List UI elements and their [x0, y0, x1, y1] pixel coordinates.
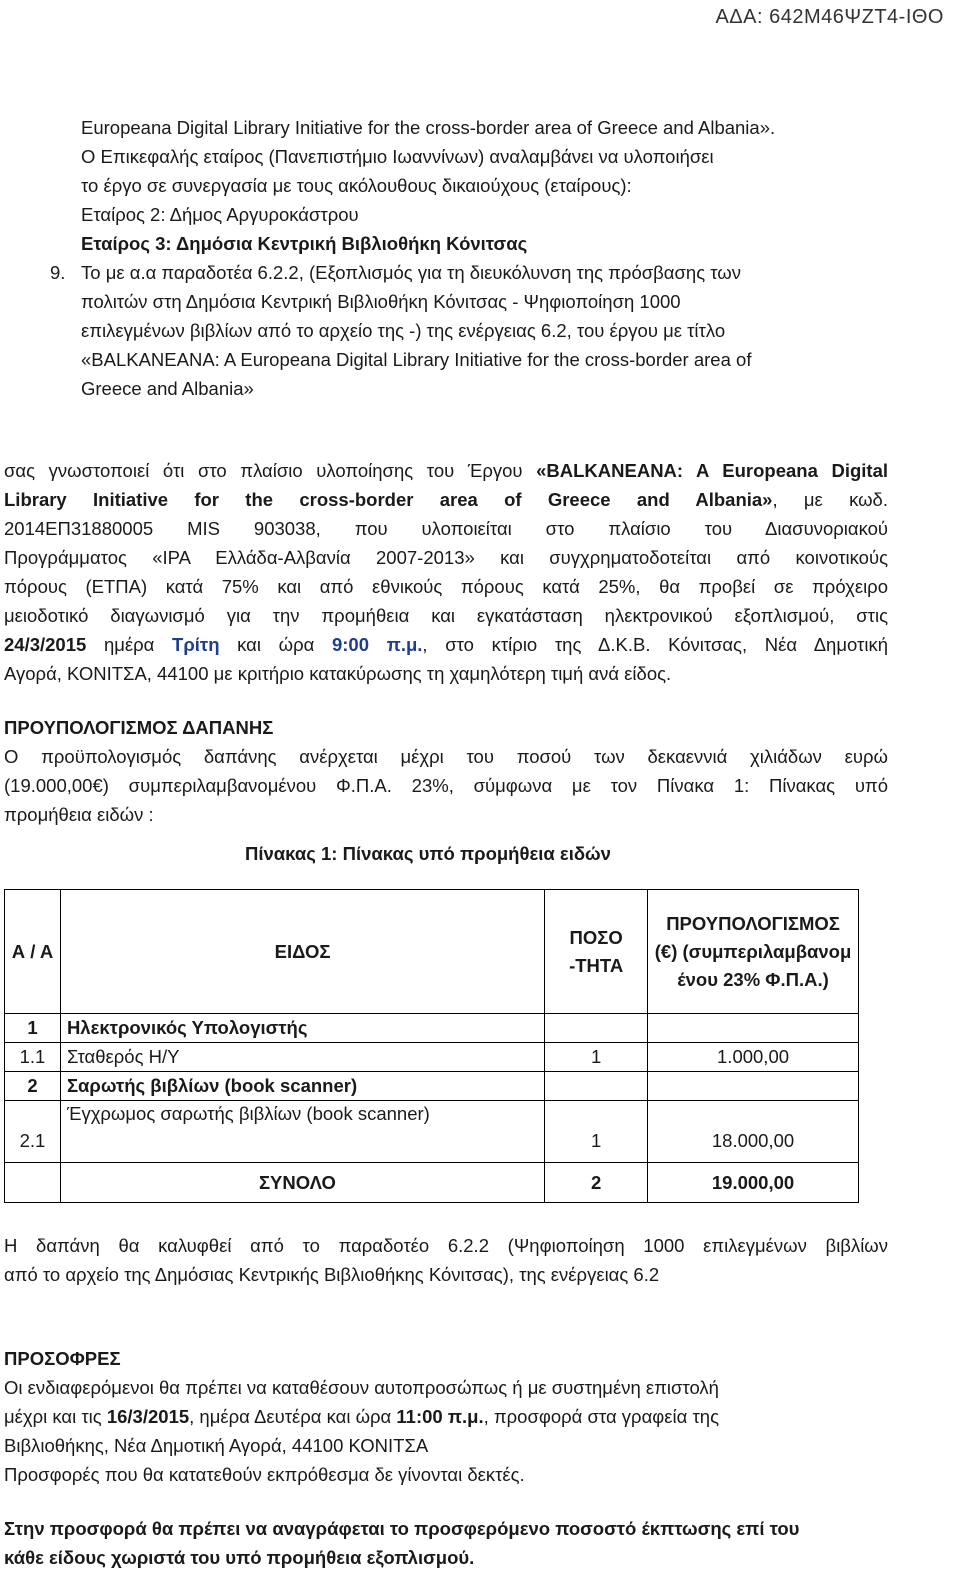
- table-caption: Πίνακας 1: Πίνακας υπό προμήθεια ειδών: [245, 843, 611, 864]
- offers-line-1: Οι ενδιαφερόμενοι θα πρέπει να καταθέσουν αυτοπροσώπως ή με συστημένη επιστολή: [4, 1377, 719, 1398]
- row-budget: 18.000,00: [648, 1101, 859, 1163]
- final-line-1: Στην προσφορά θα πρέπει να αναγράφεται το προσφερόμενο ποσοστό έκπτωσης επί του: [4, 1518, 800, 1539]
- row-aa: 1.1: [5, 1043, 61, 1072]
- items-table: [4, 889, 859, 1203]
- notice-line-4: Προγράμματος «ΙΡΑ Ελλάδα-Αλβανία 2007-2013» και συγχρηματοδοτείται από κοινοτικούς: [4, 547, 888, 568]
- row-budget: 1.000,00: [648, 1043, 859, 1072]
- item-9-number: 9.: [50, 262, 66, 283]
- item-9-line-3: επιλεγμένων βιβλίων από το αρχείο της -) της ενέργειας 6.2, του έργου με τίτλο: [81, 320, 726, 341]
- row-qty: [545, 1014, 648, 1043]
- row-item: Ηλεκτρονικός Υπολογιστής: [60, 1014, 544, 1043]
- table-row: [5, 1043, 859, 1072]
- notice-line-2: Library Initiative for the cross-border area of Greece and Albania», με κωδ.: [4, 489, 888, 510]
- table-total-row: [5, 1163, 859, 1203]
- final-line-2: κάθε είδους χωριστά του υπό προμήθεια εξοπλισμού.: [4, 1547, 475, 1568]
- budget-heading: ΠΡΟΥΠΟΛΟΓΙΣΜΟΣ ΔΑΠΑΝΗΣ: [4, 717, 274, 738]
- row-aa: 1: [5, 1014, 61, 1043]
- notice-line-7: 24/3/2015 ημέρα Τρίτη και ώρα 9:00 π.μ., στο κτίριο της Δ.Κ.Β. Κόνιτσας, Νέα Δημοτική: [4, 634, 888, 655]
- total-qty: 2: [545, 1163, 648, 1203]
- table-header-row: [5, 890, 859, 1014]
- expense-line-1: Η δαπάνη θα καλυφθεί από το παραδοτέο 6.2.2 (Ψηφιοποίηση 1000 επιλεγμένων βιβλίων: [4, 1235, 888, 1256]
- offers-line-3: Βιβλιοθήκης, Νέα Δημοτική Αγορά, 44100 ΚΟΝΙΤΣΑ: [4, 1435, 429, 1456]
- table-row: [5, 1101, 859, 1163]
- item-9-line-4: «BALKANEANA: A Europeana Digital Library Initiative for the cross-border area of: [81, 349, 752, 370]
- notice-line-5: πόρους (ΕΤΠΑ) κατά 75% και από εθνικούς πόρους κατά 25%, θα προβεί σε πρόχειρο: [4, 576, 888, 597]
- header-qty: ΠΟΣΟ -ΤΗΤΑ: [545, 890, 648, 1014]
- notice-line-6: μειοδοτικό διαγωνισμό για την προμήθεια και εγκατάσταση ηλεκτρονικού εξοπλισμού, στις: [4, 605, 888, 626]
- item-9-line-2: πολιτών στη Δημόσια Κεντρική Βιβλιοθήκη Κόνιτσας - Ψηφιοποίηση 1000: [81, 291, 681, 312]
- table-row: [5, 1014, 859, 1043]
- offers-line-2: μέχρι και τις 16/3/2015, ημέρα Δευτέρα και ώρα 11:00 π.μ., προσφορά στα γραφεία της: [4, 1406, 719, 1427]
- row-budget: [648, 1014, 859, 1043]
- notice-line-1: σας γνωστοποιεί ότι στο πλαίσιο υλοποίησης του Έργου «BALKANEANA: A Europeana Digital: [4, 460, 888, 481]
- item-9-line-1: Το με α.α παραδοτέα 6.2.2, (Εξοπλισμός για τη διευκόλυνση της πρόσβασης των: [81, 262, 742, 283]
- row-qty: 1: [545, 1101, 648, 1163]
- table-row: [5, 1072, 859, 1101]
- intro-line-1: Europeana Digital Library Initiative for the cross-border area of Greece and Albania».: [81, 117, 776, 138]
- intro-line-4: Εταίρος 2: Δήμος Αργυροκάστρου: [81, 204, 359, 225]
- intro-line-5: Εταίρος 3: Δημόσια Κεντρική Βιβλιοθήκη Κόνιτσας: [81, 233, 528, 254]
- budget-line-1: Ο προϋπολογισμός δαπάνης ανέρχεται μέχρι του ποσού των δεκαεννιά χιλιάδων ευρώ: [4, 746, 888, 767]
- item-9-line-5: Greece and Albania»: [81, 378, 254, 399]
- budget-line-2: (19.000,00€) συμπεριλαμβανομένου Φ.Π.Α. 23%, σύμφωνα με τον Πίνακα 1: Πίνακας υπό: [4, 775, 888, 796]
- header-item: ΕΙΔΟΣ: [60, 890, 544, 1014]
- row-aa: 2.1: [5, 1101, 61, 1163]
- header-aa: Α / Α: [5, 890, 61, 1014]
- row-item: Σταθερός Η/Υ: [60, 1043, 544, 1072]
- ada-code: ΑΔΑ: 642Μ46ΨΖΤ4-ΙΘΟ: [715, 6, 944, 28]
- row-item: Σαρωτής βιβλίων (book scanner): [60, 1072, 544, 1101]
- header-budget: ΠΡΟΥΠΟΛΟΓΙΣΜΟΣ (€) (συμπεριλαμβανομ ένου 23% Φ.Π.Α.): [648, 890, 859, 1014]
- intro-line-3: το έργο σε συνεργασία με τους ακόλουθους δικαιούχους (εταίρους):: [81, 175, 632, 196]
- row-qty: [545, 1072, 648, 1101]
- intro-line-2: Ο Επικεφαλής εταίρος (Πανεπιστήμιο Ιωαννίνων) αναλαμβάνει να υλοποιήσει: [81, 146, 714, 167]
- total-empty: [5, 1163, 61, 1203]
- expense-line-2: από το αρχείο της Δημόσιας Κεντρικής Βιβλιοθήκης Κόνιτσας), της ενέργειας 6.2: [4, 1264, 660, 1285]
- notice-line-3: 2014ΕΠ31880005 MIS 903038, που υλοποιείται στο πλαίσιο του Διασυνοριακού: [4, 518, 888, 539]
- row-qty: 1: [545, 1043, 648, 1072]
- row-item: Έγχρωμος σαρωτής βιβλίων (book scanner): [60, 1101, 544, 1163]
- total-budget: 19.000,00: [648, 1163, 859, 1203]
- row-aa: 2: [5, 1072, 61, 1101]
- offers-heading: ΠΡΟΣΟΦΡΕΣ: [4, 1348, 121, 1369]
- offers-line-4: Προσφορές που θα κατατεθούν εκπρόθεσμα δε γίνονται δεκτές.: [4, 1464, 525, 1485]
- notice-line-8: Αγορά, ΚΟΝΙΤΣΑ, 44100 με κριτήριο κατακύρωσης τη χαμηλότερη τιμή ανά είδος.: [4, 663, 672, 684]
- budget-line-3: προμήθεια ειδών :: [4, 804, 154, 825]
- total-label: ΣΥΝΟΛΟ: [60, 1163, 544, 1203]
- row-budget: [648, 1072, 859, 1101]
